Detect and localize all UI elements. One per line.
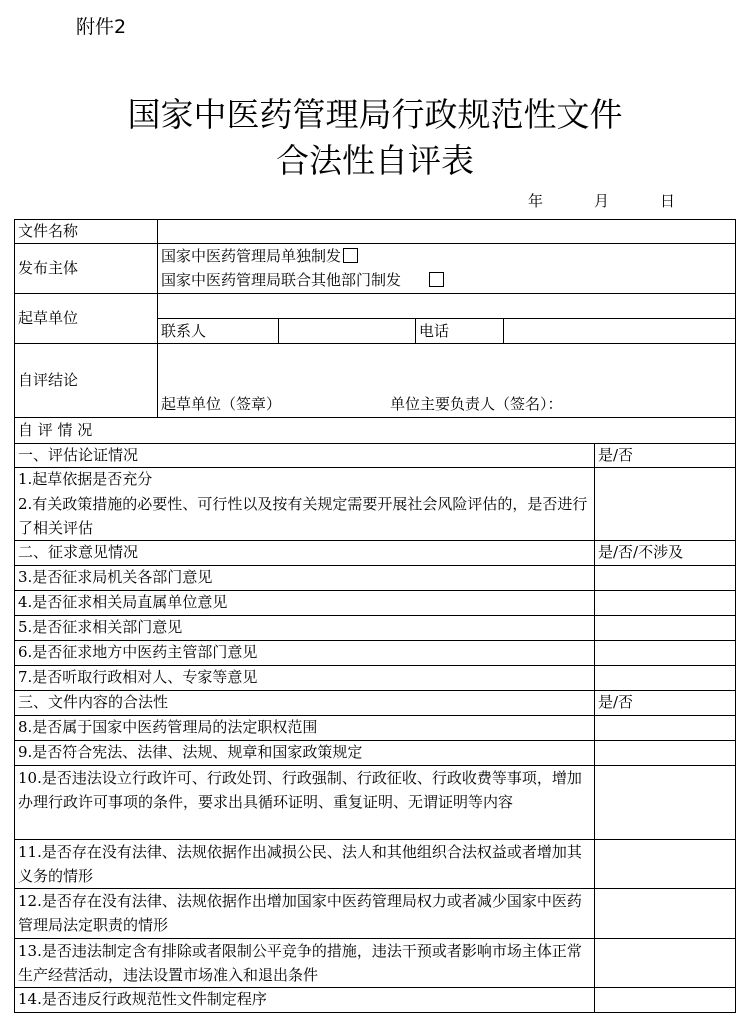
page-title: 国家中医药管理局行政规范性文件 — [127, 95, 623, 134]
checklist-item: 1.起草依据是否充分 — [18, 470, 153, 488]
issuer-label: 发布主体 — [18, 259, 79, 277]
issuer-option-single[interactable] — [161, 244, 358, 268]
table-rule — [14, 219, 15, 1013]
checklist-item: 8.是否属于国家中医药管理局的法定职权范围 — [18, 718, 318, 736]
checklist-item: 7.是否听取行政相对人、专家等意见 — [18, 668, 258, 686]
checklist-item: 12.是否存在没有法律、法规依据作出增加国家中医药管理局权力或者减少国家中医药管理局法定职责的情形 — [18, 892, 582, 934]
table-rule — [594, 443, 595, 1013]
checklist-item: 13.是否违法制定含有排除或者限制公平竞争的措施，违法干预或者影响市场主体正常生产经营活动，违法设置市场准入和退出条件 — [18, 942, 582, 984]
table-rule — [157, 219, 158, 417]
date-day: 日 — [660, 192, 676, 210]
issuer-joint-checkbox[interactable] — [429, 272, 444, 287]
section-answer-header: 是/否/不涉及 — [598, 543, 684, 561]
issuer-single-checkbox[interactable] — [343, 248, 358, 263]
checklist-item: 2.有关政策措施的必要性、可行性以及按有关规定需要开展社会风险评估的，是否进行了相关评估 — [18, 495, 588, 537]
section-title: 一、评估论证情况 — [18, 446, 139, 464]
table-rule — [278, 318, 279, 343]
seal-label: 起草单位（签章） — [161, 395, 282, 413]
page-subtitle: 合法性自评表 — [276, 141, 474, 180]
issuer-option-joint-label: 国家中医药管理局联合其他部门制发 — [161, 271, 402, 289]
issuer-option-single-label: 国家中医药管理局单独制发 — [161, 247, 342, 265]
date-month: 月 — [594, 192, 610, 210]
contact-label: 联系人 — [161, 322, 207, 340]
checklist-item: 4.是否征求相关局直属单位意见 — [18, 593, 228, 611]
section-answer-header: 是/否 — [598, 693, 634, 711]
date-year: 年 — [528, 192, 544, 210]
table-rule — [14, 1012, 736, 1013]
table-rule — [14, 417, 736, 418]
drafting-unit-label: 起草单位 — [18, 309, 79, 327]
table-rule — [14, 243, 736, 244]
checklist-item: 3.是否征求局机关各部门意见 — [18, 568, 213, 586]
checklist-item: 11.是否存在没有法律、法规依据作出减损公民、法人和其他组织合法权益或者增加其义务的情形 — [18, 843, 582, 885]
section-title: 二、征求意见情况 — [18, 543, 139, 561]
conclusion-label: 自评结论 — [18, 371, 79, 389]
checklist-item: 5.是否征求相关部门意见 — [18, 618, 183, 636]
section-answer-header: 是/否 — [598, 446, 634, 464]
table-rule — [14, 219, 736, 220]
table-rule — [503, 318, 504, 343]
evaluation-table — [14, 219, 736, 1013]
file-name-label: 文件名称 — [18, 222, 79, 240]
table-rule — [14, 343, 736, 344]
signature-label: 单位主要负责人（签名）： — [390, 395, 563, 413]
table-rule — [735, 219, 736, 1013]
self-eval-header: 自 评 情 况 — [18, 421, 93, 439]
checklist-item: 9.是否符合宪法、法律、法规、规章和国家政策规定 — [18, 743, 363, 761]
table-rule — [415, 318, 416, 343]
issuer-option-joint[interactable] — [161, 268, 444, 292]
phone-label: 电话 — [419, 322, 450, 340]
checklist-item: 10.是否违法设立行政许可、行政处罚、行政强制、行政征收、行政收费等事项，增加办理行政许可事项的条件，要求出具循环证明、重复证明、无谓证明等内容 — [18, 769, 582, 811]
table-rule — [14, 293, 736, 294]
attachment-label: 附件2 — [76, 16, 127, 38]
section-title: 三、文件内容的合法性 — [18, 693, 169, 711]
checklist-item: 14.是否违反行政规范性文件制定程序 — [18, 990, 267, 1008]
checklist-item: 6.是否征求地方中医药主管部门意见 — [18, 643, 258, 661]
